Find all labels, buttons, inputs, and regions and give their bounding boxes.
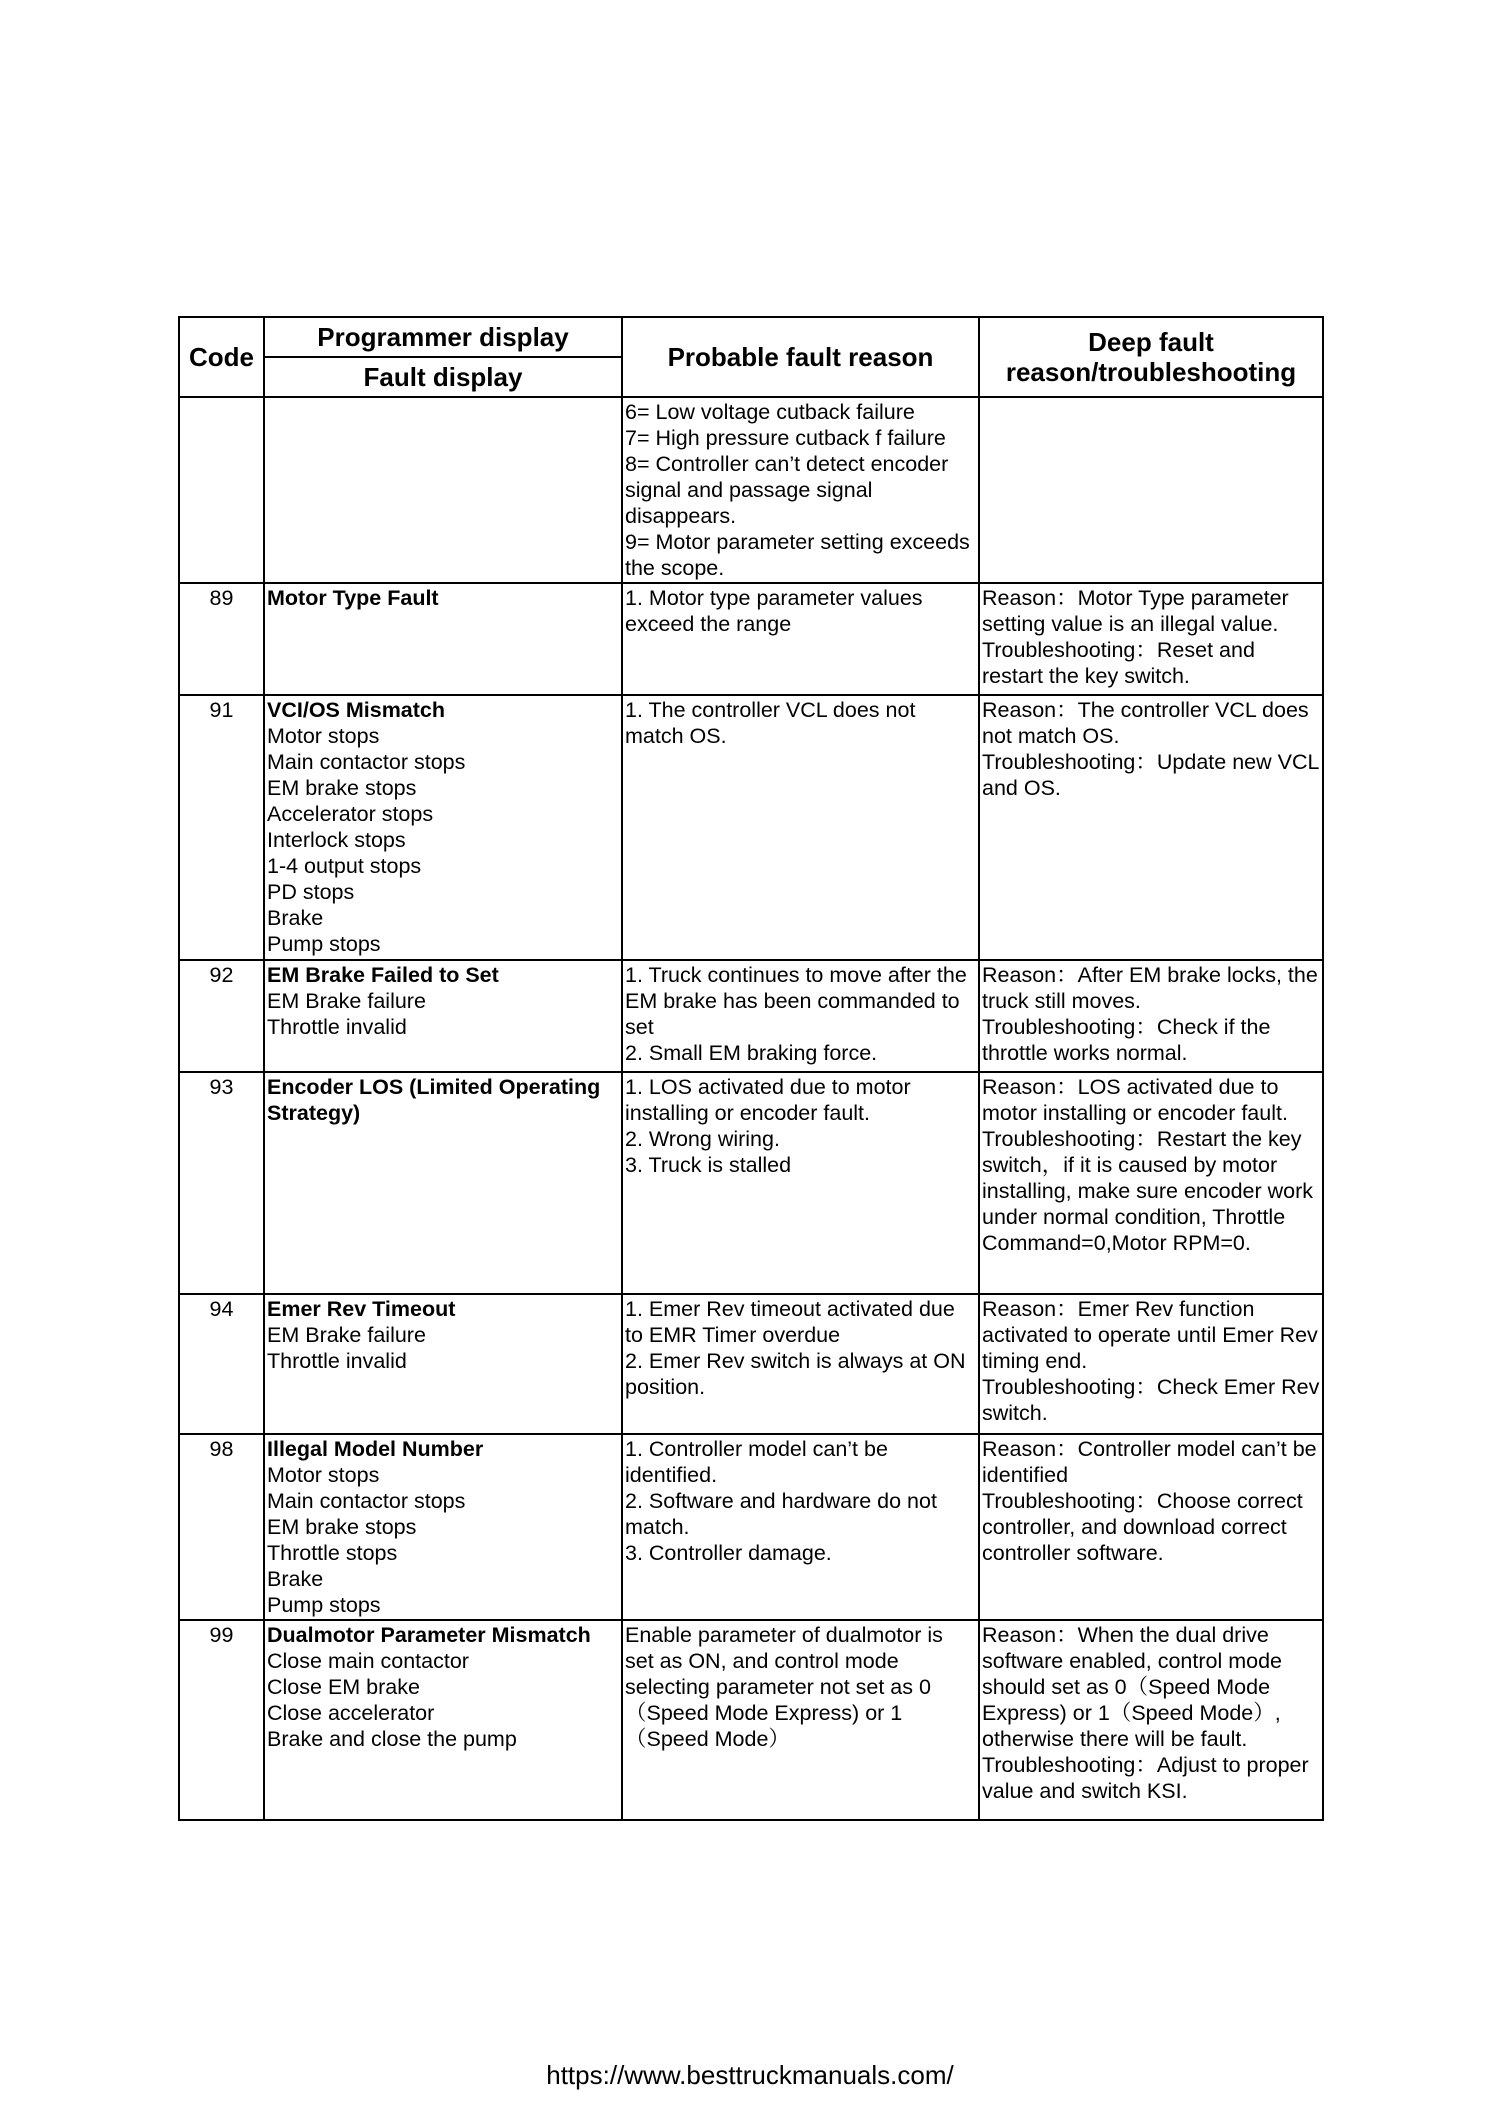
probable-reason-item: 1. Motor type parameter values exceed the range xyxy=(625,586,923,636)
fault-display-cell xyxy=(264,1294,622,1434)
fault-display-cell xyxy=(264,1620,622,1820)
troubleshooting-text: Troubleshooting：Check Emer Rev switch. xyxy=(982,1375,1320,1425)
deep-reason-text: Reason：Emer Rev function activated to operate until Emer Rev timing end. xyxy=(982,1297,1318,1373)
fault-code: 94 xyxy=(179,1294,264,1434)
fault-display-cell xyxy=(264,1072,622,1294)
fault-display-action: PD stops xyxy=(267,880,355,904)
fault-code: 91 xyxy=(179,695,264,960)
fault-display-action: Pump stops xyxy=(267,1593,381,1617)
troubleshooting-text: Troubleshooting：Choose correct controller, and download correct controller software. xyxy=(982,1489,1303,1565)
fault-display-action: EM brake stops xyxy=(267,1515,417,1539)
table-row xyxy=(179,960,1323,1072)
deep-reason-cell xyxy=(979,1072,1323,1294)
probable-reason-item: 3. Controller damage. xyxy=(625,1541,832,1565)
fault-display-title: Motor Type Fault xyxy=(267,586,439,610)
fault-display-cell xyxy=(264,960,622,1072)
table-row xyxy=(179,1072,1323,1294)
table-row xyxy=(179,1620,1323,1820)
fault-display-cell xyxy=(264,1434,622,1620)
probable-reason-cell xyxy=(622,1620,979,1820)
fault-display-action: Brake xyxy=(267,1567,324,1591)
probable-reason-item: 1. Emer Rev timeout activated due to EMR Timer overdue xyxy=(625,1297,955,1347)
probable-reason-item: 1. Truck continues to move after the EM brake has been commanded to set xyxy=(625,963,967,1039)
probable-reason-item: 1. LOS activated due to motor installing or encoder fault. xyxy=(625,1075,911,1125)
probable-reason-item: 8= Controller can’t detect encoder signal and passage signal disappears. xyxy=(625,452,949,528)
fault-display-action: Brake and close the pump xyxy=(267,1727,517,1751)
fault-display-action: Main contactor stops xyxy=(267,1489,466,1513)
fault-display-cell xyxy=(264,583,622,695)
fault-display-action: Interlock stops xyxy=(267,828,406,852)
probable-reason-cell xyxy=(622,695,979,960)
fault-display-title: Dualmotor Parameter Mismatch xyxy=(267,1623,591,1647)
deep-reason-cell xyxy=(979,583,1323,695)
probable-reason-cell xyxy=(622,1434,979,1620)
fault-display-action: Close EM brake xyxy=(267,1675,420,1699)
table-row xyxy=(179,397,1323,583)
fault-display-action: EM brake stops xyxy=(267,776,417,800)
probable-reason-cell xyxy=(622,1294,979,1434)
deep-reason-cell xyxy=(979,960,1323,1072)
header-probable-reason: Probable fault reason xyxy=(622,317,979,397)
fault-display-title: Emer Rev Timeout xyxy=(267,1297,456,1321)
probable-reason-item: 2. Emer Rev switch is always at ON position. xyxy=(625,1349,966,1399)
probable-reason-item: 2. Software and hardware do not match. xyxy=(625,1489,937,1539)
fault-display-action: Throttle invalid xyxy=(267,1015,407,1039)
fault-display-action: Brake xyxy=(267,906,324,930)
header-programmer-display: Programmer display xyxy=(264,317,622,357)
probable-reason-item: 9= Motor parameter setting exceeds the scope. xyxy=(625,530,970,580)
probable-reason-item: Enable parameter of dualmotor is set as ON, and control mode selecting parameter not set as 0 （Speed Mode Express) or 1 （Speed Mode） xyxy=(625,1623,943,1751)
troubleshooting-text: Troubleshooting：Check if the throttle works normal. xyxy=(982,1015,1271,1065)
fault-code xyxy=(179,397,264,583)
probable-reason-item: 7= High pressure cutback f failure xyxy=(625,426,946,450)
probable-reason-item: 2. Small EM braking force. xyxy=(625,1041,878,1065)
fault-display-action: Accelerator stops xyxy=(267,802,434,826)
fault-display-cell xyxy=(264,695,622,960)
deep-reason-cell xyxy=(979,695,1323,960)
troubleshooting-text: Troubleshooting：Update new VCL and OS. xyxy=(982,750,1319,800)
fault-code: 92 xyxy=(179,960,264,1072)
table-row xyxy=(179,583,1323,695)
probable-reason-cell xyxy=(622,397,979,583)
fault-display-action: Motor stops xyxy=(267,724,380,748)
table-row xyxy=(179,1294,1323,1434)
fault-display-title: Illegal Model Number xyxy=(267,1437,484,1461)
probable-reason-cell xyxy=(622,583,979,695)
fault-display-action: Main contactor stops xyxy=(267,750,466,774)
deep-reason-cell xyxy=(979,1620,1323,1820)
probable-reason-item: 3. Truck is stalled xyxy=(625,1153,792,1177)
deep-reason-cell xyxy=(979,1294,1323,1434)
fault-code: 89 xyxy=(179,583,264,695)
deep-reason-text: Reason：The controller VCL does not match OS. xyxy=(982,698,1309,748)
deep-reason-text: Reason：LOS activated due to motor installing or encoder fault. xyxy=(982,1075,1288,1125)
fault-display-action: Motor stops xyxy=(267,1463,380,1487)
header-code: Code xyxy=(179,317,264,397)
probable-reason-item: 2. Wrong wiring. xyxy=(625,1127,780,1151)
table-row xyxy=(179,695,1323,960)
table-row xyxy=(179,1434,1323,1620)
probable-reason-item: 6= Low voltage cutback failure xyxy=(625,400,915,424)
fault-display-cell xyxy=(264,397,622,583)
fault-code: 98 xyxy=(179,1434,264,1620)
fault-display-action: Close accelerator xyxy=(267,1701,435,1725)
header-deep-reason: Deep fault reason/troubleshooting xyxy=(979,317,1323,397)
deep-reason-cell xyxy=(979,1434,1323,1620)
deep-reason-text: Reason：After EM brake locks, the truck still moves. xyxy=(982,963,1318,1013)
fault-display-action: Throttle stops xyxy=(267,1541,398,1565)
fault-display-title: EM Brake Failed to Set xyxy=(267,963,499,987)
fault-display-action: 1-4 output stops xyxy=(267,854,422,878)
deep-reason-text: Reason：Motor Type parameter setting value is an illegal value. xyxy=(982,586,1289,636)
fault-code: 93 xyxy=(179,1072,264,1294)
troubleshooting-text: Troubleshooting：Reset and restart the key switch. xyxy=(982,638,1255,688)
fault-display-action: Throttle invalid xyxy=(267,1349,407,1373)
fault-display-title: Encoder LOS (Limited Operating Strategy) xyxy=(267,1075,601,1125)
fault-code: 99 xyxy=(179,1620,264,1820)
fault-display-action: Pump stops xyxy=(267,932,381,956)
footer-url: https://www.besttruckmanuals.com/ xyxy=(546,2060,954,2090)
deep-reason-cell xyxy=(979,397,1323,583)
probable-reason-cell xyxy=(622,1072,979,1294)
troubleshooting-text: Troubleshooting：Adjust to proper value and switch KSI. xyxy=(982,1753,1309,1803)
fault-display-action: EM Brake failure xyxy=(267,1323,426,1347)
deep-reason-text: Reason：When the dual drive software enabled, control mode should set as 0（Speed Mode Express) or 1（Speed Mode）, otherwise there will be fault. xyxy=(982,1623,1282,1751)
troubleshooting-text: Troubleshooting：Restart the key switch，if it is caused by motor installing, make sure encoder work under normal condition, Throttle Command=0,Motor RPM=0. xyxy=(982,1127,1314,1255)
fault-display-title: VCI/OS Mismatch xyxy=(267,698,446,722)
fault-display-action: EM Brake failure xyxy=(267,989,426,1013)
header-fault-display: Fault display xyxy=(264,357,622,397)
probable-reason-item: 1. Controller model can’t be identified. xyxy=(625,1437,888,1487)
probable-reason-cell xyxy=(622,960,979,1072)
fault-code-table xyxy=(178,316,1324,1821)
probable-reason-item: 1. The controller VCL does not match OS. xyxy=(625,698,916,748)
fault-display-action: Close main contactor xyxy=(267,1649,469,1673)
deep-reason-text: Reason：Controller model can’t be identified xyxy=(982,1437,1317,1487)
